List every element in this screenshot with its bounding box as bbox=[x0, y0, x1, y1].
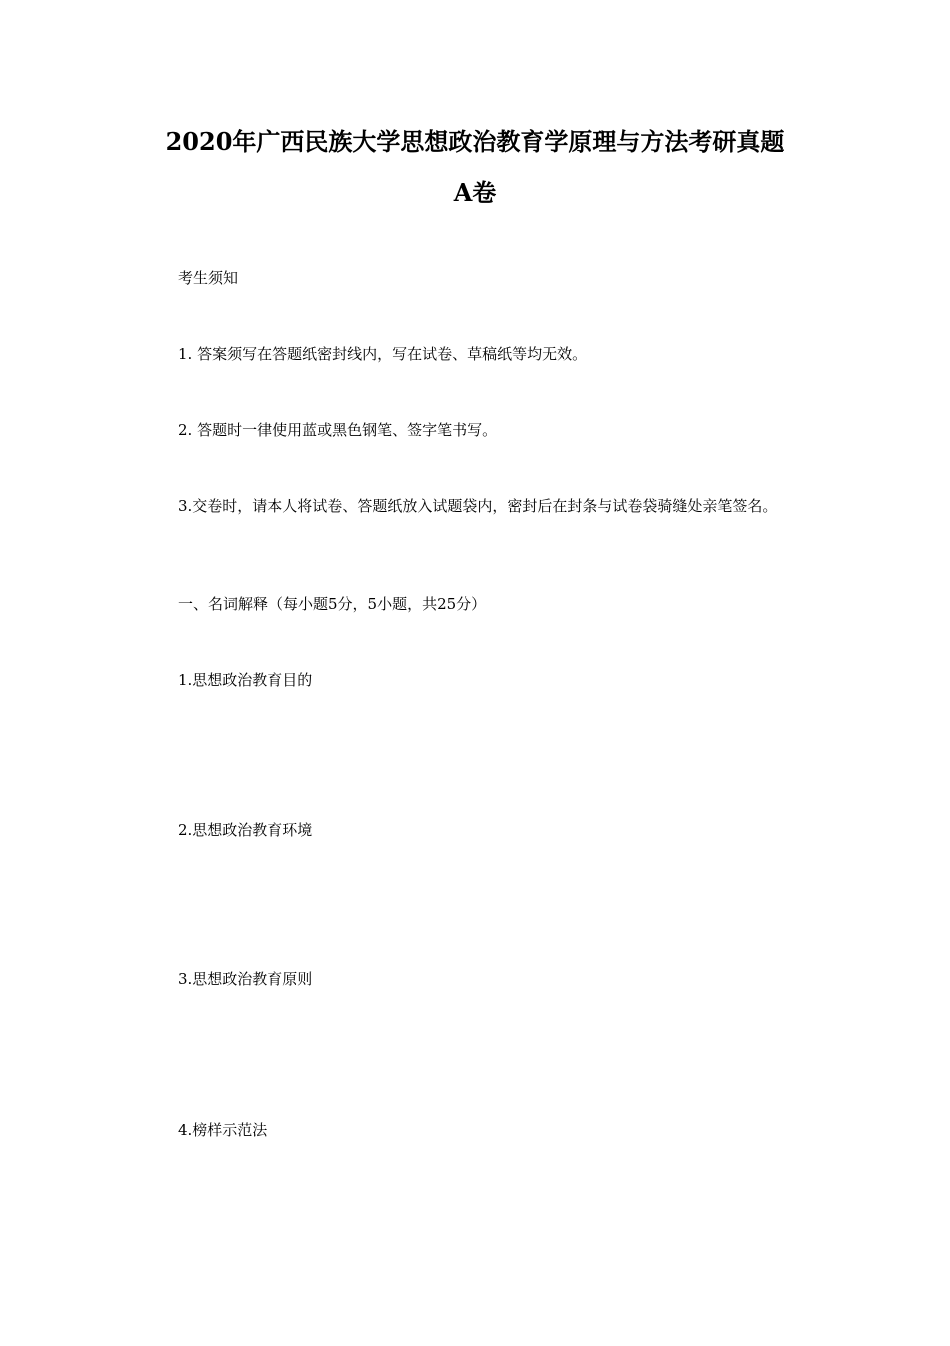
document-title: 2020年广西民族大学思想政治教育学原理与方法考研真题 bbox=[165, 127, 785, 156]
question-item: 2.思想政治教育环境 bbox=[178, 821, 313, 839]
document-subtitle: A卷 bbox=[453, 178, 497, 207]
question-item: 1.思想政治教育目的 bbox=[178, 671, 313, 689]
rule-item: 3.交卷时，请本人将试卷、答题纸放入试题袋内，密封后在封条与试卷袋骑缝处亲笔签名。 bbox=[178, 497, 778, 515]
rule-item: 2. 答题时一律使用蓝或黑色钢笔、签字笔书写。 bbox=[178, 421, 498, 439]
question-item: 4.榜样示范法 bbox=[178, 1121, 268, 1139]
question-item: 3.思想政治教育原则 bbox=[178, 970, 313, 988]
notice-heading: 考生须知 bbox=[178, 269, 239, 287]
rule-item: 1. 答案须写在答题纸密封线内，写在试卷、草稿纸等均无效。 bbox=[178, 345, 588, 363]
section-heading: 一、名词解释（每小题5分，5小题，共25分） bbox=[178, 595, 487, 613]
